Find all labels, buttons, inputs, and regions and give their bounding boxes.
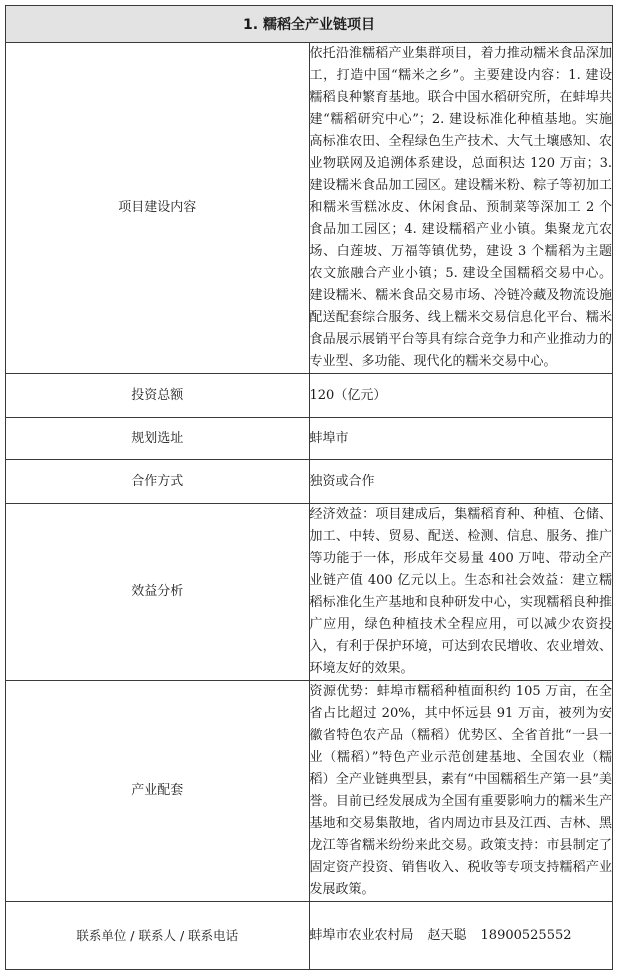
table-row-cooperation [6, 460, 613, 504]
value-planned-location: 蚌埠市 [309, 418, 613, 460]
label-total-investment: 投资总额 [6, 374, 310, 418]
table-row-contact [6, 902, 613, 970]
contact-phone: 18900525552 [480, 927, 572, 943]
table-row-industry [6, 681, 613, 902]
table-row-benefit [6, 504, 613, 681]
label-contact: 联系单位 / 联系人 / 联系电话 [6, 902, 310, 970]
value-contact [309, 902, 613, 970]
table-row-investment [6, 374, 613, 418]
table-row-construction [6, 43, 613, 374]
value-cooperation-mode: 独资或合作 [309, 460, 613, 504]
label-planned-location: 规划选址 [6, 418, 310, 460]
contact-unit: 蚌埠市农业农村局 [309, 927, 414, 943]
value-construction-content: 依托沿淮糯稻产业集群项目，着力推动糯米食品深加工，打造中国“糯米之乡”。主要建设内容：1. 建设糯稻良种繁育基地。联合中国水稻研究所，在蚌埠共建“糯稻研究中心”；2. 建设标准化种植基地。实施高标准农田、全程绿色生产技术、大气土壤感知、农业物联网及追溯体系建设，总面积达 120 万亩；3. 建设糯米食品加工园区。建设糯米粉、粽子等初加工和糯米雪糕冰皮、休闲食品、预制菜等深加工 2 个食品加工园区；4. 建设糯稻产业小镇。集聚龙亢农场、白莲坡、万福等镇优势，建设 3 个糯稻为主题农文旅融合产业小镇；5. 建设全国糯稻交易中心。建设糯米、糯米食品交易市场、冷链冷藏及物流设施配送配套综合服务、线上糯米交易信息化平台、糯米食品展示展销平台等具有综合竞争力和产业推动力的专业型、多功能、现代化的糯米交易中心。 [309, 43, 613, 374]
project-title: 1. 糯稻全产业链项目 [6, 6, 613, 43]
value-industry-support: 资源优势：蚌埠市糯稻种植面积约 105 万亩，在全省占比超过 20%，其中怀远县 91 万亩，被列为安徽省特色农产品（糯稻）优势区、全省首批“一县一业（糯稻）”特色产业示范创建基地、全国农业（糯稻）全产业链典型县，素有“中国糯稻生产第一县”美誉。目前已经发展成为全国有重要影响力的糯米生产基地和交易集散地，省内周边市县及江西、吉林、黑龙江等省糯米纷纷来此交易。政策支持：市县制定了固定资产投资、销售收入、税收等专项支持糯稻产业发展政策。 [309, 681, 613, 902]
table-row-location [6, 418, 613, 460]
label-cooperation-mode: 合作方式 [6, 460, 310, 504]
label-construction-content: 项目建设内容 [6, 43, 310, 374]
label-benefit-analysis: 效益分析 [6, 504, 310, 681]
title-row [6, 6, 613, 43]
project-table [5, 5, 613, 970]
label-industry-support: 产业配套 [6, 681, 310, 902]
contact-person: 赵天聪 [427, 927, 467, 943]
value-total-investment: 120（亿元） [309, 374, 613, 418]
value-benefit-analysis: 经济效益：项目建成后，集糯稻育种、种植、仓储、加工、中转、贸易、配送、检测、信息、服务、推广等功能于一体，形成年交易量 400 万吨、带动全产业链产值 400 亿元以上。生态和社会效益：建立糯稻标准化生产基地和良种研发中心，实现糯稻良种推广应用，绿色种植技术全程应用，可以减少农资投入，有利于保护环境，可达到农民增收、农业增效、环境友好的效果。 [309, 504, 613, 681]
